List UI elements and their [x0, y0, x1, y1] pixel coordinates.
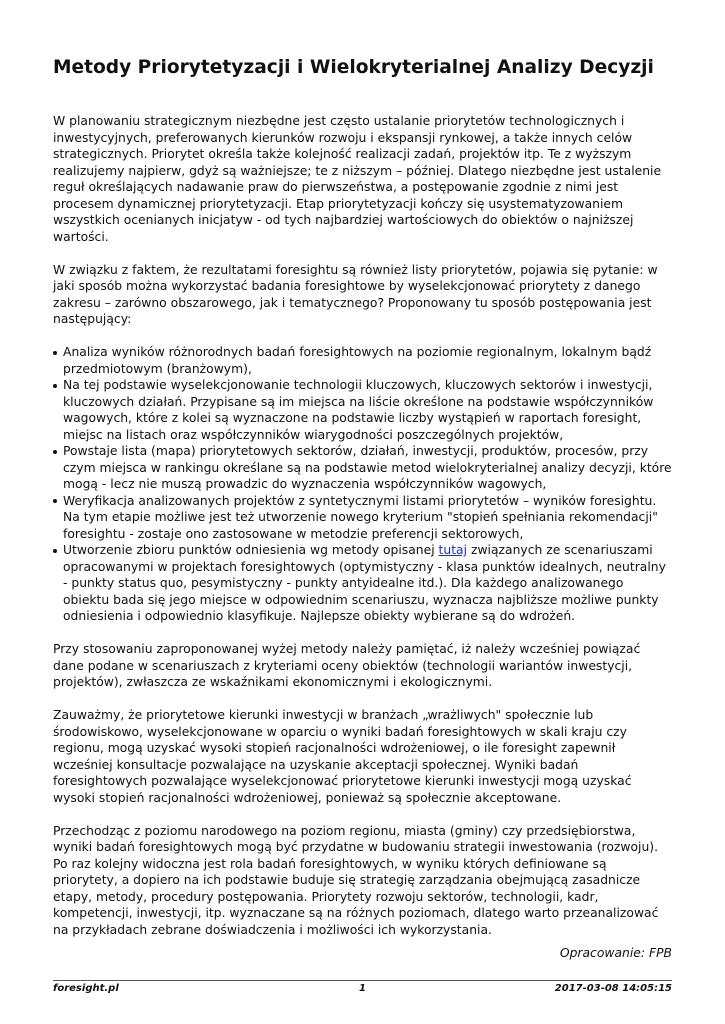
paragraph-question: W związku z faktem, że rezultatami foresightu są również listy priorytetów, pojawia się pytanie: w jaki sposób można wykorzystać badania foresightowe by wyselekcjonować priorytety z danego zakresu – zarówno obszarowego, jak i tematycznego? Proponowany tu sposób postępowania jest następujący: [53, 262, 658, 326]
document-body [53, 55, 673, 955]
paragraph-scenarios: Przy stosowaniu zaproponowanej wyżej metody należy pamiętać, iż należy wcześniej powiązać dane podane w scenariuszach z kryteriami oceny obiektów (technologii wariantów inwestycji, projektów), zwłaszcza ze wskaźnikami ekonomicznymi i ekologicznymi. [53, 642, 641, 689]
footer-timestamp: 2017-03-08 14:05:15 [554, 983, 672, 994]
paragraph-sensitive-sectors: Zauważmy, że priorytetowe kierunki inwestycji w branżach „wrażliwych" społecznie lub środowiskowo, wyselekcjonowane w oparciu o wyniki badań foresightowych w skali kraju czy regionu, mogą uzyskać wysoki stopień racjonalności wdrożeniowej, o ile foresight zapewnił wcześniej konsultacje pozwalające na uzyskanie akceptacji społecznej. Wyniki badań foresightowych pozwalające wyselekcjonować priorytetowe kierunki inwestycji mogą uzyskać wysoki stopień racjonalności wdrożeniowej, ponieważ są społecznie akceptowane. [53, 708, 632, 805]
footer-page-number: 1 [359, 983, 366, 994]
author-credit: Opracowanie: FPB [559, 946, 672, 960]
tutaj-link[interactable]: tutaj [438, 543, 468, 557]
list-item: Na tej podstawie wyselekcjonowanie technologii kluczowych, kluczowych sektorów i inwestycji, kluczowych działań. Przypisane są im miejsca na liście określone na podstawie współczynników wagowych, które z kolei są wyznaczone na podstawie liczby wystąpień w raportach foresight, miejsc na listach oraz współczynników wiarygodności poszczególnych projektów, [53, 377, 673, 443]
footer-divider [53, 980, 672, 981]
paragraph-regional-level: Przechodząc z poziomu narodowego na poziom regionu, miasta (gminy) czy przedsiębiorstwa, wyniki badań foresightowych mogą być przydatne w budowaniu strategii inwestowania (rozwoju). Po raz kolejny widoczna jest rola badań foresightowych, w wyniku których definiowane są priorytety, a dopiero na ich podstawie buduje się strategię zarządzania obejmującą zasadnicze etapy, metody, procedury postępowania. Priorytety rozwoju sektorów, technologii, kadr, kompetencji, inwestycji, itp. wyznaczane są na różnych poziomach, dlatego warto przeanalizować na przykładach zebrane doświadczenia i możliwości ich wykorzystania. [53, 823, 659, 937]
list-item: Powstaje lista (mapa) priorytetowych sektorów, działań, inwestycji, produktów, procesów, przy czym miejsca w rankingu określane są na podstawie metod wielokryterialnej analizy decyzji, które mogą - lecz nie muszą prowadzic do wyznaczenia współczynników wagowych, [53, 443, 673, 493]
page-title: Metody Priorytetyzacji i Wielokryterialnej Analizy Decyzji [53, 57, 654, 78]
list-item-text-before-link: Utworzenie zbioru punktów odniesienia wg metody opisanej [63, 543, 439, 557]
list-item: Analiza wyników różnorodnych badań foresightowych na poziomie regionalnym, lokalnym bądź przedmiotowym (branżowym), [53, 344, 673, 377]
list-item-text-after-link: związanych ze scenariuszami opracowanymi w projektach foresightowych (optymistyczny - klasa punktów idealnych, neutralny - punkty status quo, pesymistyczny - punkty antyidealne itd.). Dla każdego analizowanego obiektu bada się jego miejsce w odpowiednim scenariuszu, wyznacza najbliższe możliwe punkty odniesienia i odpowiednio klasyfikuje. Najlepsze obiekty wybierane są do wdrożeń. [63, 543, 666, 623]
list-item [53, 542, 673, 625]
footer-site: foresight.pl [53, 983, 119, 994]
procedure-list [53, 344, 673, 625]
paragraph-intro: W planowaniu strategicznym niezbędne jest często ustalanie priorytetów technologicznych i inwestycyjnych, preferowanych kierunków rozwoju i ekspansji rynkowej, a także innych celów strategicznych. Priorytet określa także kolejność realizacji zadań, projektów itp. Te z wyższym realizujemy najpierw, gdyż są ważniejsze; te z niższym – później. Dlatego niezbędne jest ustalenie reguł określających nadawanie praw do pierwszeństwa, a postępowanie zgodnie z nimi jest procesem dynamicznej priorytetyzacji. Etap priorytetyzacji kończy się usystematyzowaniem wszystkich ocenianych inicjatyw - od tych najbardziej wartościowych do obiektów o najniższej wartości. [53, 114, 662, 244]
list-item: Weryfikacja analizowanych projektów z syntetycznymi listami priorytetów – wyników foresightu. Na tym etapie możliwe jest też utworzenie nowego kryterium "stopień spełniania rekomendacji" foresightu - zostaje ono zastosowane w metodzie preferencji sektorowych, [53, 493, 673, 543]
